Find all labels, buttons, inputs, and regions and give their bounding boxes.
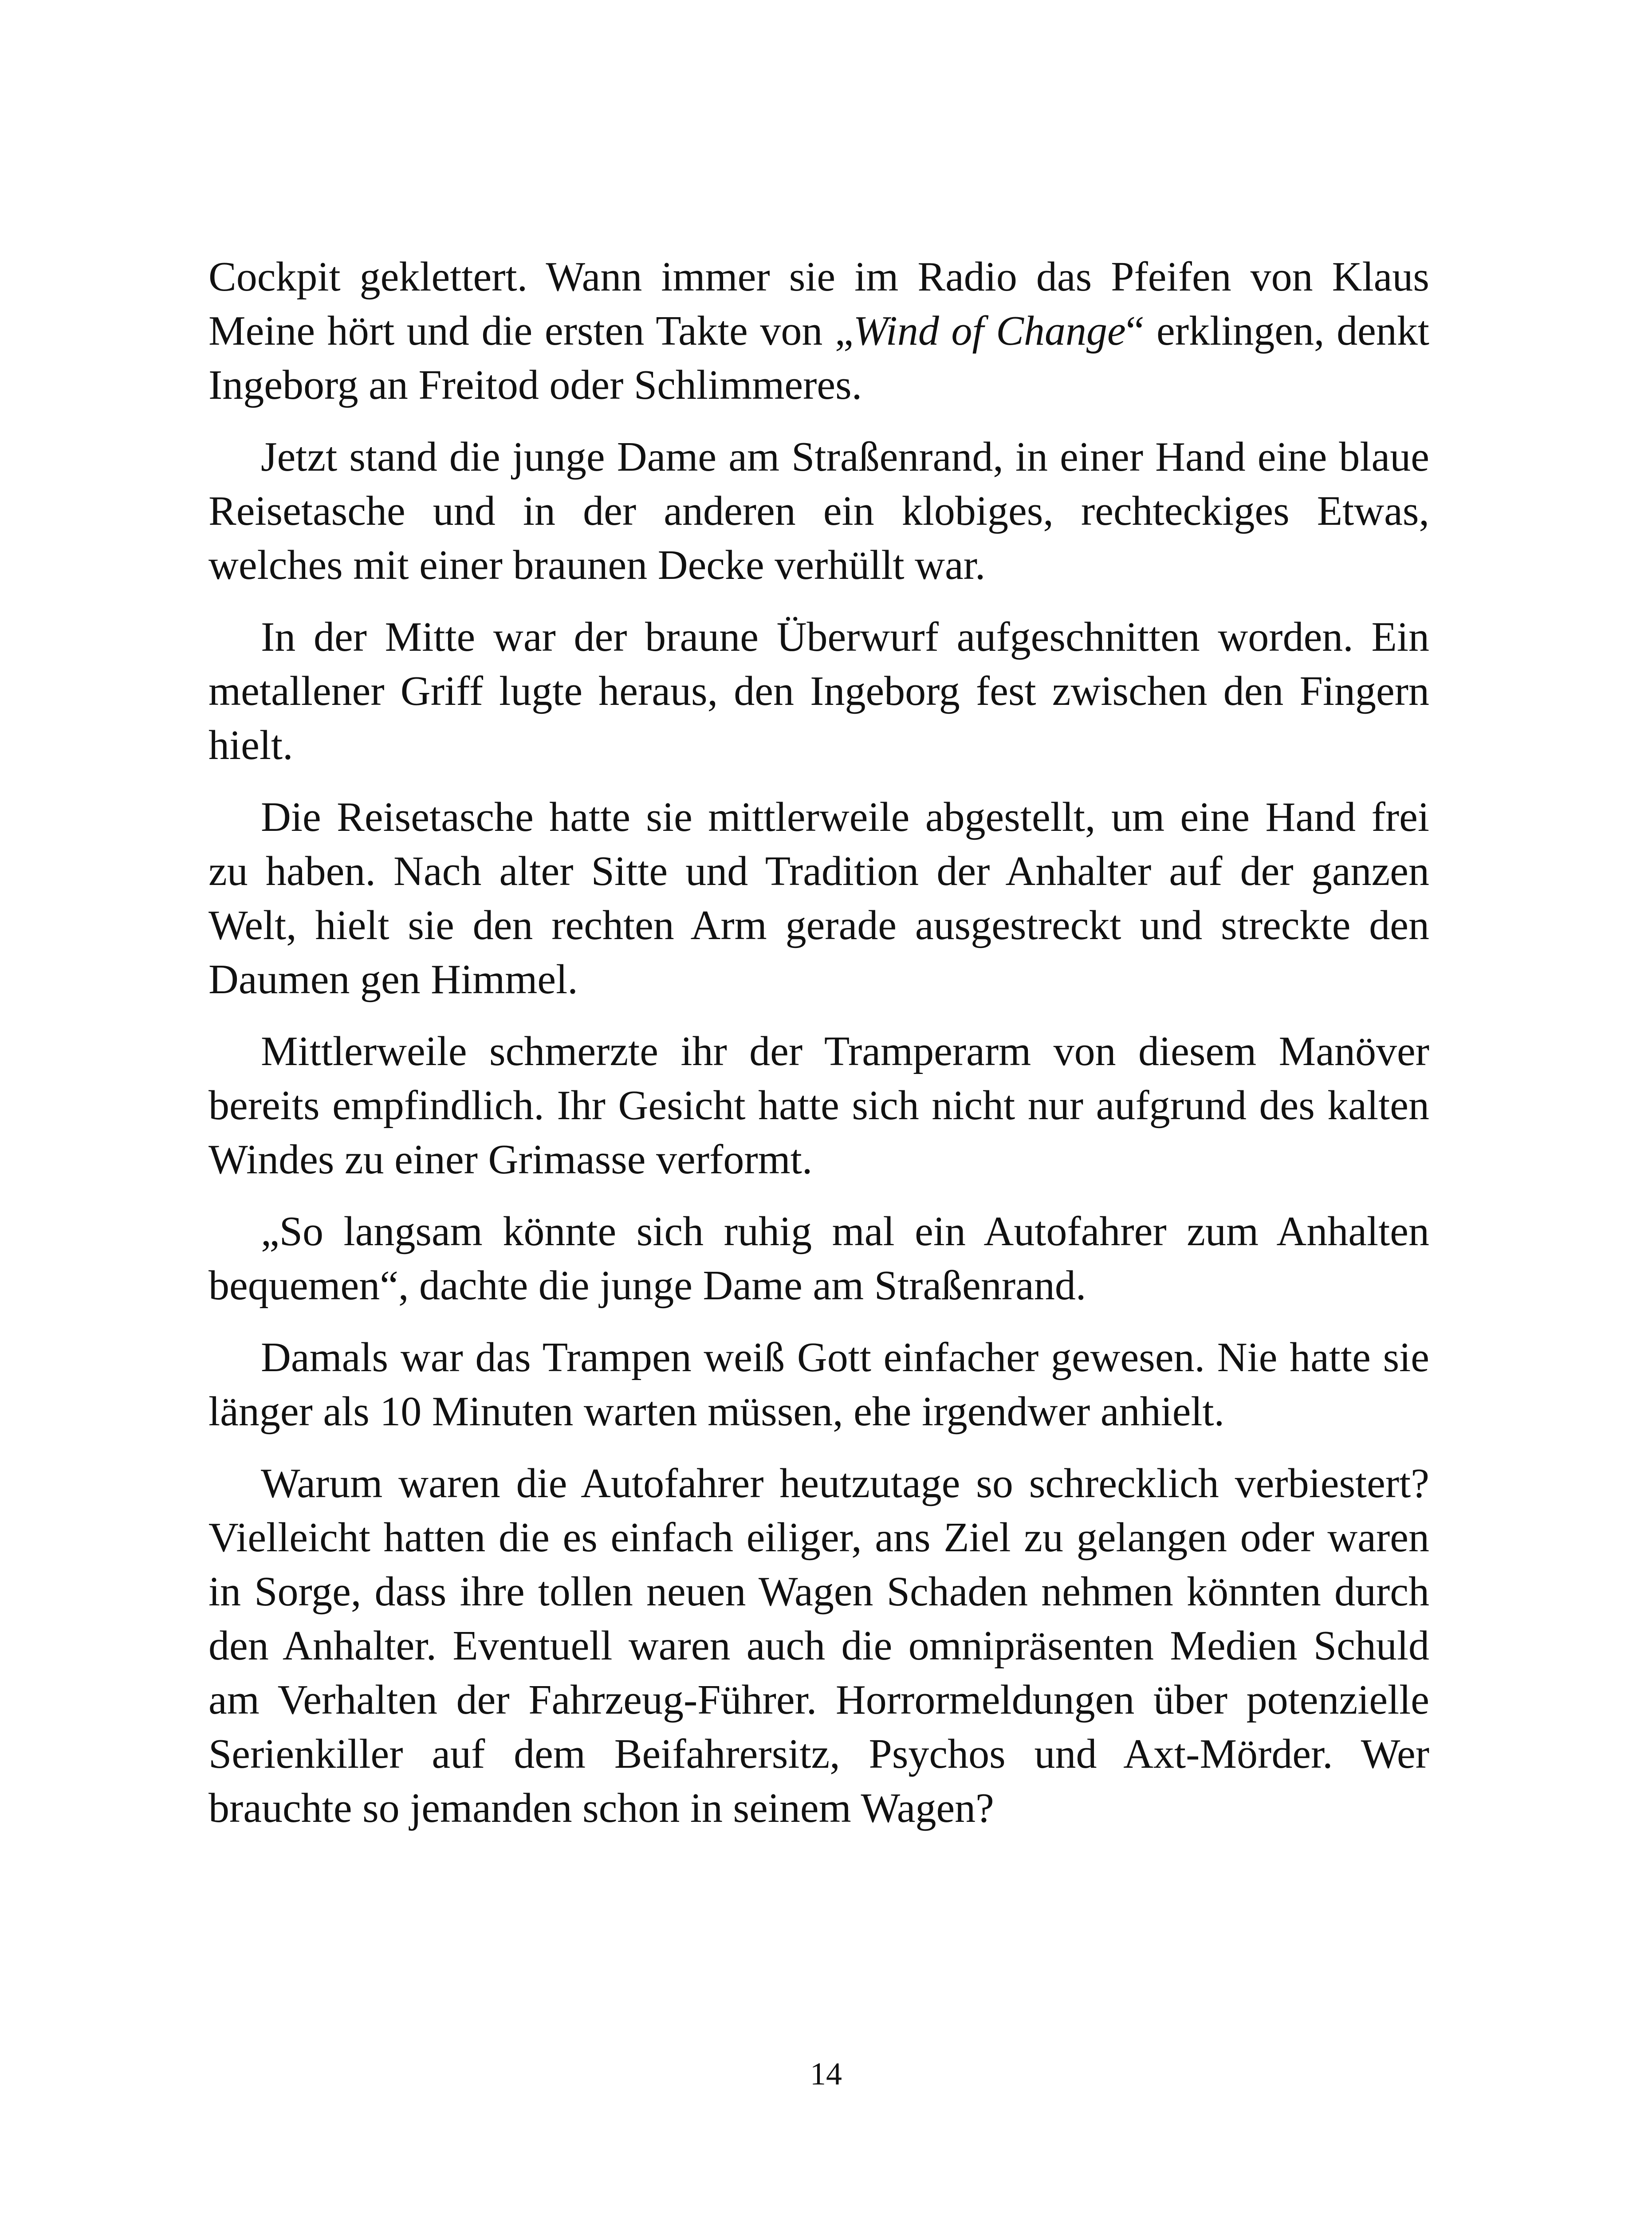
- paragraph-8: Warum waren die Autofahrer heutzutage so schrecklich verbiestert? Vielleicht hatten die es einfach eiliger, ans Ziel zu gelangen oder waren in Sorge, dass ihre tollen neuen Wagen Schaden nehmen könnten durch den Anhalter. Eventuell waren auch die omnipräsenten Medien Schuld am Verhalten der Fahrzeug-Führer. Horrormeldungen über potenzielle Serienkiller auf dem Beifahrersitz, Psychos und Axt-Mörder. Wer brauchte so jemanden schon in seinem Wagen?: [208, 1460, 1429, 1831]
- paragraph-1-text: Cockpit geklettert. Wann immer sie im Radio das Pfeifen von Klaus Meine hört und die ersten Takte von „: [208, 254, 1429, 354]
- paragraph-2: Jetzt stand die junge Dame am Straßenrand, in einer Hand eine blaue Reisetasche und in der anderen ein klobiges, rechteckiges Etwas, welches mit einer braunen Decke verhüllt war.: [208, 434, 1429, 588]
- paragraph-6: „So langsam könnte sich ruhig mal ein Autofahrer zum Anhalten bequemen“, dachte die junge Dame am Straßenrand.: [208, 1208, 1429, 1309]
- song-title: Wind of Change: [853, 308, 1126, 354]
- paragraph-1: [208, 250, 1429, 412]
- paragraph-3: In der Mitte war der braune Überwurf aufgeschnitten worden. Ein metallener Griff lugte heraus, den Ingeborg fest zwischen den Fingern hielt.: [208, 614, 1429, 768]
- paragraph-7: Damals war das Trampen weiß Gott einfacher gewesen. Nie hatte sie länger als 10 Minuten warten müssen, ehe irgendwer anhielt.: [208, 1334, 1429, 1435]
- page-body: [208, 250, 1429, 1853]
- paragraph-1-text-end: “ erklingen, denkt Ingeborg an Freitod oder Schlimmeres.: [208, 308, 1429, 408]
- paragraph-4: Die Reisetasche hatte sie mittlerweile abgestellt, um eine Hand frei zu haben. Nach alter Sitte und Tradition der Anhalter auf der ganzen Welt, hielt sie den rechten Arm gerade ausgestreckt und streckte den Daumen gen Himmel.: [208, 794, 1429, 1003]
- paragraph-5: Mittlerweile schmerzte ihr der Tramperarm von diesem Manöver bereits empfindlich. Ihr Gesicht hatte sich nicht nur aufgrund des kalten Windes zu einer Grimasse verformt.: [208, 1028, 1429, 1183]
- page-number: 14: [810, 2056, 842, 2092]
